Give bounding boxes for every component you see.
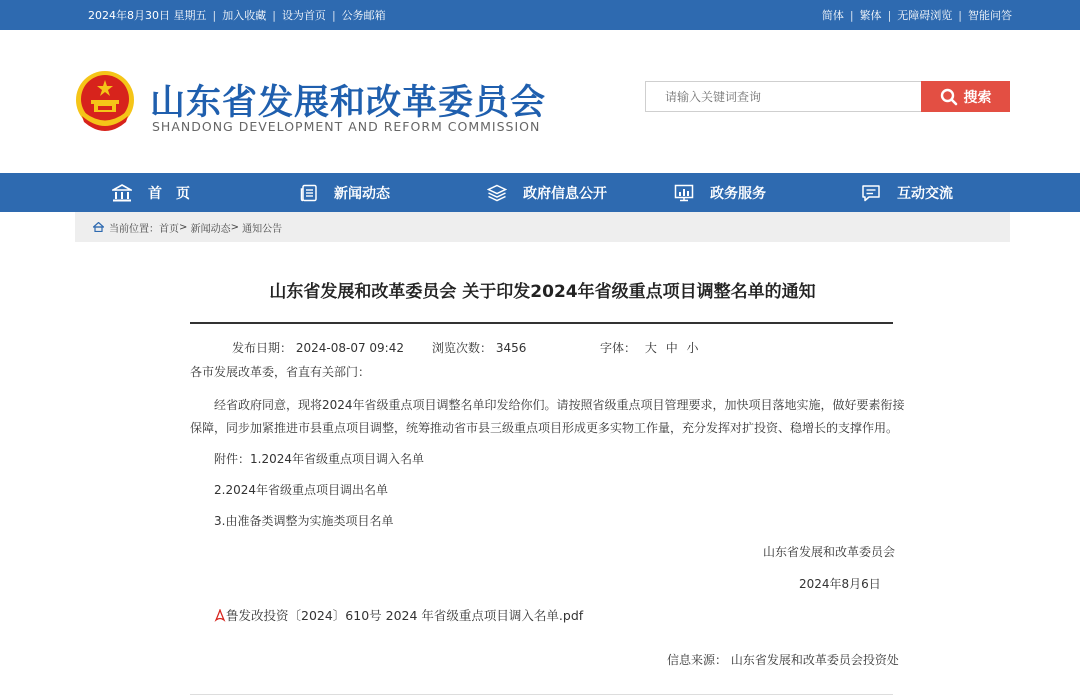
top-bar-right: [822, 0, 1012, 30]
nav-label: 首 页: [148, 185, 190, 202]
nav-item-interaction[interactable]: [861, 173, 953, 212]
breadcrumb-separator: >: [179, 221, 188, 233]
home-icon: [112, 184, 132, 202]
breadcrumb-prefix: 当前位置：: [109, 223, 159, 235]
bottom-divider: [190, 694, 893, 695]
top-bar: [0, 0, 1080, 30]
nav-item-services[interactable]: [674, 173, 766, 212]
divider: |: [958, 8, 962, 22]
official-mail-link[interactable]: 公务邮箱: [341, 9, 386, 22]
signature-date: 2024年8月6日: [799, 577, 881, 591]
breadcrumb: [75, 212, 1010, 242]
attachment-1: 附件：1.2024年省级重点项目调入名单: [214, 452, 424, 466]
pdf-icon: [214, 609, 226, 622]
views-value: 3456: [495, 341, 527, 355]
layers-icon: [487, 184, 507, 202]
smart-qa-link[interactable]: 智能问答: [968, 9, 1012, 22]
view-count: [432, 339, 526, 356]
nav-item-news[interactable]: [300, 173, 390, 212]
chat-icon: [861, 184, 881, 202]
source-label: 信息来源：: [667, 653, 728, 667]
font-size-selector: [600, 339, 704, 356]
title-divider: [190, 322, 893, 324]
article-title: 山东省发展和改革委员会 关于印发2024年省级重点项目调整名单的通知: [269, 282, 816, 302]
divider: |: [849, 8, 854, 22]
pdf-attachment-link[interactable]: [214, 606, 583, 624]
salutation: 各市发展改革委，省直有关部门：: [190, 365, 371, 379]
news-icon: [300, 184, 318, 202]
set-homepage-link[interactable]: 设为首页: [281, 9, 326, 22]
divider: |: [272, 8, 276, 22]
nav-item-home[interactable]: [112, 173, 190, 212]
publish-date: [232, 339, 404, 356]
font-size-medium[interactable]: 中: [665, 341, 678, 355]
divider: |: [331, 8, 336, 22]
divider: |: [212, 8, 217, 22]
body-line-2: 保障，同步加紧推进市县重点项目调整，统筹推动省市县三级重点项目形成更多实物工作量，充分发挥对扩投资、稳增长的支撑作用。: [190, 421, 899, 435]
site-subtitle: SHANDONG DEVELOPMENT AND REFORM COMMISSION: [152, 119, 541, 134]
search-input[interactable]: [646, 82, 921, 111]
font-size-large[interactable]: 大: [644, 341, 657, 355]
chart-icon: [674, 184, 694, 202]
source-value: 山东省发展和改革委员会投资处: [730, 653, 899, 667]
search-button-label: 搜索: [963, 89, 992, 106]
font-label: 字体：: [600, 341, 637, 355]
nav-label: 新闻动态: [334, 185, 390, 202]
current-date: 2024年8月30日 星期五: [88, 9, 207, 22]
search-icon: [940, 88, 958, 106]
national-emblem-icon[interactable]: [74, 70, 136, 134]
site-title[interactable]: 山东省发展和改革委员会: [150, 83, 547, 123]
publish-label: 发布日期：: [232, 341, 293, 355]
pdf-file-name: 鲁发改投资〔2024〕610号 2024 年省级重点项目调入名单.pdf: [226, 608, 584, 623]
nav-label: 互动交流: [897, 185, 953, 202]
nav-label: 政府信息公开: [523, 185, 607, 202]
publish-value: 2024-08-07 09:42: [295, 341, 404, 355]
attachment-2: 2.2024年省级重点项目调出名单: [214, 483, 388, 497]
search-box: [645, 81, 921, 112]
traditional-chinese-link[interactable]: 繁体: [859, 9, 882, 22]
site-header: [0, 30, 1080, 172]
divider: |: [887, 8, 892, 22]
body-line-1: 经省政府同意，现将2024年省级重点项目调整名单印发给你们。请按照省级重点项目管理要求，加快项目落地实施，做好要素衔接: [214, 398, 905, 412]
home-small-icon: [93, 222, 104, 232]
search-button[interactable]: [921, 81, 1010, 112]
top-bar-left: [88, 0, 386, 30]
breadcrumb-news[interactable]: 新闻动态: [190, 223, 231, 235]
nav-label: 政务服务: [710, 185, 766, 202]
views-label: 浏览次数：: [432, 341, 493, 355]
breadcrumb-separator: >: [230, 221, 239, 233]
simplified-chinese-link[interactable]: 简体: [821, 9, 844, 22]
breadcrumb-notices[interactable]: 通知公告: [242, 223, 283, 235]
main-nav: [0, 173, 1080, 212]
font-size-small[interactable]: 小: [686, 341, 699, 355]
signature-org: 山东省发展和改革委员会: [763, 545, 896, 559]
breadcrumb-home[interactable]: 首页: [159, 223, 179, 235]
attachment-3: 3.由准备类调整为实施类项目名单: [214, 514, 394, 528]
nav-item-gov-info[interactable]: [487, 173, 607, 212]
accessibility-link[interactable]: 无障碍浏览: [897, 9, 953, 22]
info-source: [667, 651, 899, 668]
add-favorite-link[interactable]: 加入收藏: [222, 9, 267, 22]
